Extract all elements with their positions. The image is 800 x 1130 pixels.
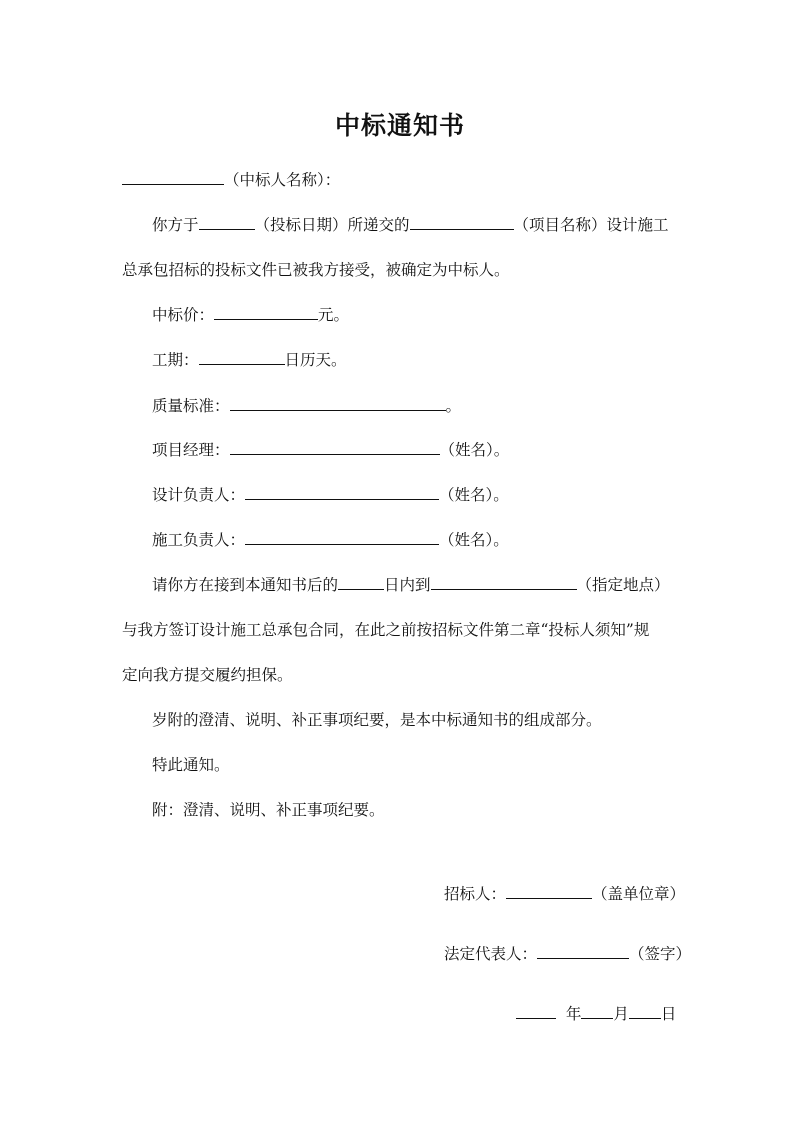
period-label: 工期： <box>152 351 199 369</box>
winner-name-blank[interactable] <box>122 170 224 185</box>
period-suffix: 日历天。 <box>284 351 347 369</box>
design-label: 设计负责人： <box>152 486 246 504</box>
salutation-suffix: （中标人名称）： <box>224 171 341 189</box>
project-name-blank[interactable] <box>410 215 514 230</box>
p2-text-post: （指定地点） <box>576 576 670 594</box>
period-blank[interactable] <box>199 350 285 365</box>
paragraph-1-line-1 <box>152 215 669 235</box>
attachment-line: 附：澄清、说明、补正事项纪要。 <box>152 801 385 819</box>
pm-blank[interactable] <box>230 440 440 455</box>
month-blank[interactable] <box>581 1004 613 1019</box>
year-label: 年 <box>565 1005 582 1023</box>
project-manager-line <box>152 440 509 460</box>
price-suffix: 元。 <box>318 306 350 324</box>
representative-suffix: （签字） <box>629 945 692 963</box>
tenderer-suffix: （盖单位章） <box>592 885 686 903</box>
paragraph-2-line-2: 与我方签订设计施工总承包合同，在此之前按招标文件第二章“投标人须知”规 <box>122 621 650 639</box>
quality-suffix: 。 <box>445 397 462 415</box>
tenderer-blank[interactable] <box>506 884 592 899</box>
representative-sign-line <box>444 944 691 964</box>
day-label: 日 <box>660 1005 677 1023</box>
p1-text-pre: 你方于 <box>152 216 199 234</box>
p2-text-mid: 日内到 <box>384 576 431 594</box>
design-lead-blank[interactable] <box>245 485 439 500</box>
construction-label: 施工负责人： <box>152 531 246 549</box>
construction-lead-blank[interactable] <box>245 530 439 545</box>
design-lead-line <box>152 485 509 505</box>
days-blank[interactable] <box>338 575 384 590</box>
quality-line <box>152 396 461 416</box>
pm-suffix: （姓名）。 <box>439 441 510 459</box>
p1-text-mid: （投标日期）所递交的 <box>254 216 410 234</box>
paragraph-3: 岁附的澄清、说明、补正事项纪要，是本中标通知书的组成部分。 <box>152 711 602 729</box>
price-line <box>152 305 349 325</box>
representative-label: 法定代表人： <box>444 945 538 963</box>
month-label: 月 <box>613 1005 629 1023</box>
construction-suffix: （姓名）。 <box>439 531 509 549</box>
page-title: 中标通知书 <box>334 111 465 140</box>
tenderer-label: 招标人： <box>444 885 507 903</box>
representative-blank[interactable] <box>537 944 629 959</box>
quality-blank[interactable] <box>230 396 446 411</box>
location-blank[interactable] <box>431 575 577 590</box>
period-line <box>152 350 347 370</box>
paragraph-4: 特此通知。 <box>152 756 230 774</box>
tenderer-sign-line <box>444 884 685 904</box>
design-suffix: （姓名）。 <box>439 486 509 504</box>
salutation-line <box>122 170 340 190</box>
quality-label: 质量标准： <box>152 397 230 415</box>
p2-text-pre: 请你方在接到本通知书后的 <box>152 576 339 594</box>
paragraph-2-line-1 <box>152 575 670 595</box>
bid-date-blank[interactable] <box>199 215 255 230</box>
construction-lead-line <box>152 530 509 550</box>
date-line <box>516 1004 676 1024</box>
price-blank[interactable] <box>214 305 318 320</box>
day-blank[interactable] <box>629 1004 661 1019</box>
price-label: 中标价： <box>152 306 215 324</box>
year-blank[interactable] <box>516 1004 556 1019</box>
paragraph-2-line-3: 定向我方提交履约担保。 <box>122 666 293 684</box>
paragraph-1-line-2: 总承包招标的投标文件已被我方接受，被确定为中标人。 <box>122 261 510 279</box>
p1-text-post: （项目名称）设计施工 <box>513 216 669 234</box>
pm-label: 项目经理： <box>152 441 230 459</box>
